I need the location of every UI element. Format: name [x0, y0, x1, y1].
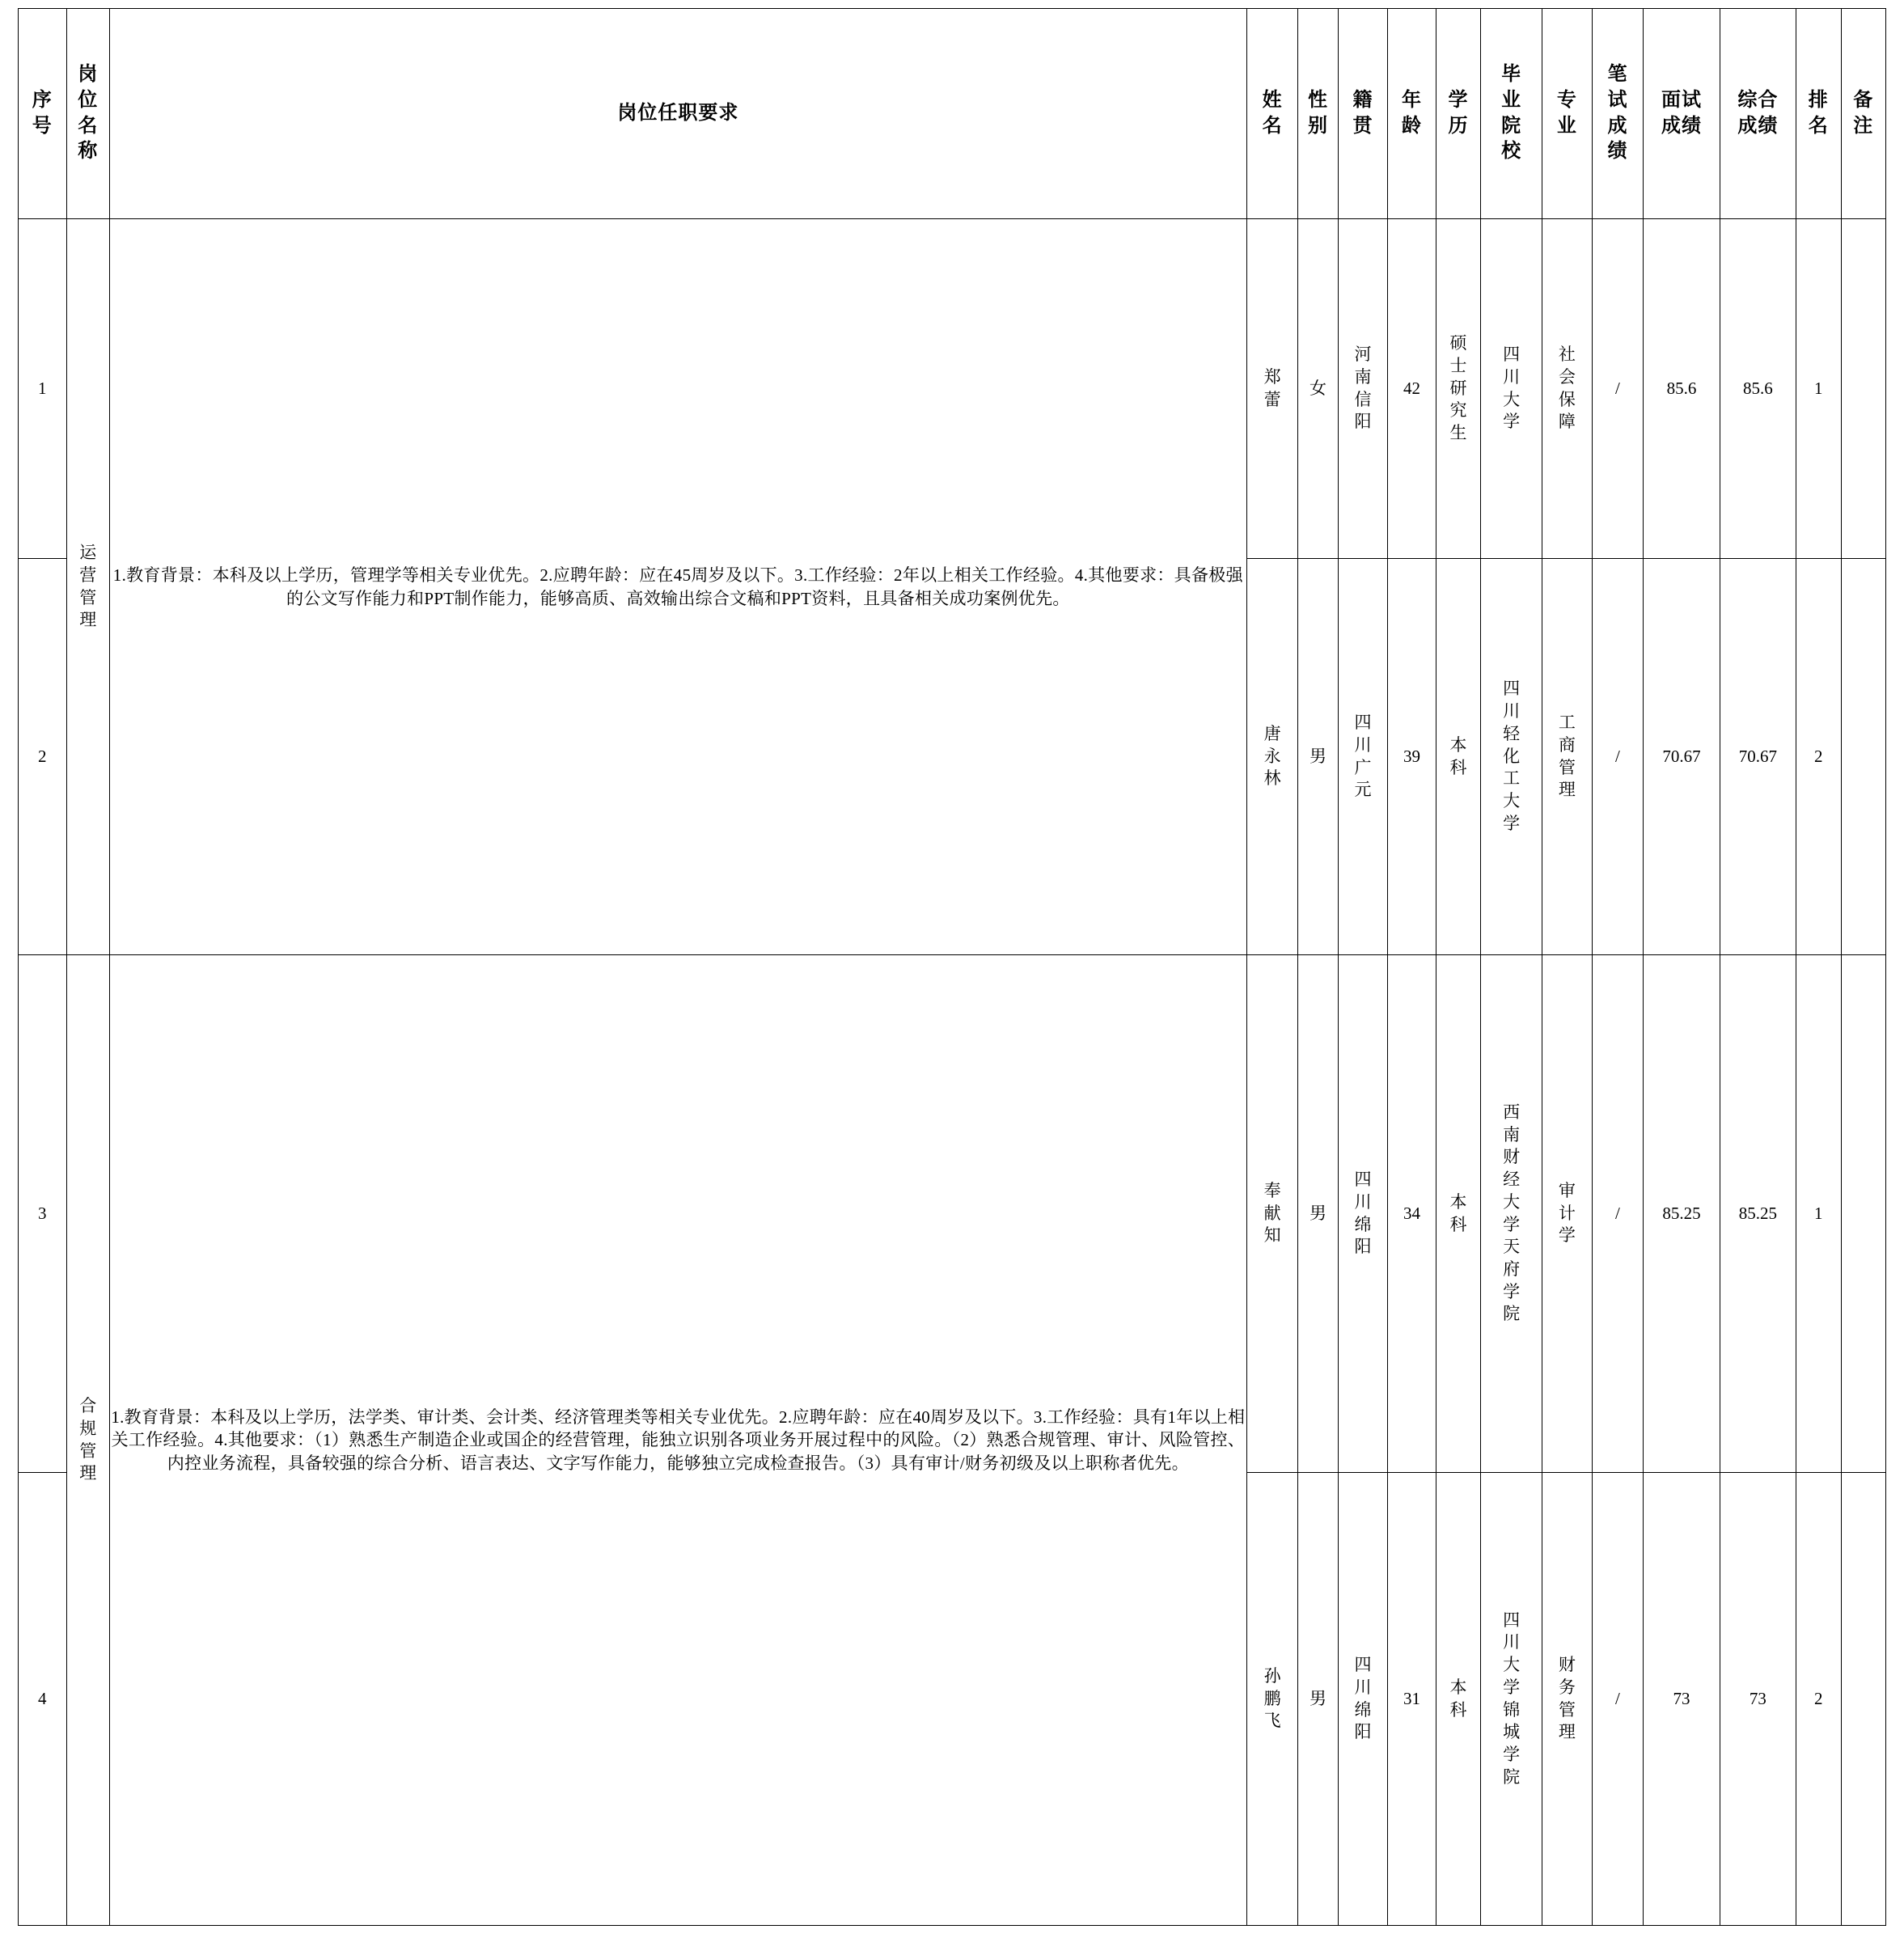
cell-written-score: /	[1592, 955, 1644, 1473]
header-written-score: 笔试成绩	[1592, 9, 1644, 219]
cell-gender: 男	[1298, 559, 1338, 955]
cell-age: 31	[1388, 1473, 1436, 1926]
cell-interview-score: 70.67	[1644, 559, 1720, 955]
cell-rank: 1	[1796, 955, 1841, 1473]
cell-total-score: 73	[1720, 1473, 1796, 1926]
cell-school: 四川大学锦城学院	[1481, 1473, 1542, 1926]
cell-education: 本科	[1436, 1473, 1480, 1926]
cell-total-score: 85.25	[1720, 955, 1796, 1473]
cell-major: 工商管理	[1542, 559, 1593, 955]
cell-post-name: 运营管理	[66, 219, 109, 955]
cell-rank: 2	[1796, 1473, 1841, 1926]
cell-total-score: 85.6	[1720, 219, 1796, 559]
cell-post-name: 合规管理	[66, 955, 109, 1926]
cell-written-score: /	[1592, 1473, 1644, 1926]
cell-major: 社会保障	[1542, 219, 1593, 559]
cell-gender: 男	[1298, 1473, 1338, 1926]
cell-requirements: 1.教育背景：本科及以上学历，管理学等相关专业优先。2.应聘年龄：应在45周岁及以下。3.工作经验：2年以上相关工作经验。4.其他要求：具备极强的公文写作能力和PPT制作能力，能够高质、高效输出综合文稿和PPT资料，且具备相关成功案例优先。	[109, 219, 1246, 955]
cell-hometown: 四川广元	[1338, 559, 1388, 955]
cell-interview-score: 85.25	[1644, 955, 1720, 1473]
cell-name: 唐永林	[1246, 559, 1298, 955]
cell-name: 郑蕾	[1246, 219, 1298, 559]
cell-written-score: /	[1592, 219, 1644, 559]
cell-hometown: 河南信阳	[1338, 219, 1388, 559]
cell-age: 34	[1388, 955, 1436, 1473]
cell-education: 本科	[1436, 955, 1480, 1473]
cell-rank: 1	[1796, 219, 1841, 559]
cell-seq: 4	[19, 1473, 67, 1926]
cell-interview-score: 85.6	[1644, 219, 1720, 559]
cell-major: 财务管理	[1542, 1473, 1593, 1926]
cell-hometown: 四川绵阳	[1338, 955, 1388, 1473]
header-age: 年龄	[1388, 9, 1436, 219]
cell-gender: 男	[1298, 955, 1338, 1473]
cell-remark	[1841, 1473, 1886, 1926]
cell-school: 四川轻化工大学	[1481, 559, 1542, 955]
header-name: 姓名	[1246, 9, 1298, 219]
header-gender: 性别	[1298, 9, 1338, 219]
header-interview-score: 面试成绩	[1644, 9, 1720, 219]
cell-interview-score: 73	[1644, 1473, 1720, 1926]
cell-school: 西南财经大学天府学院	[1481, 955, 1542, 1473]
recruitment-results-table	[18, 8, 1886, 1926]
cell-hometown: 四川绵阳	[1338, 1473, 1388, 1926]
cell-age: 39	[1388, 559, 1436, 955]
cell-name: 奉献知	[1246, 955, 1298, 1473]
table-row	[19, 955, 1886, 1473]
cell-name: 孙鹏飞	[1246, 1473, 1298, 1926]
cell-seq: 1	[19, 219, 67, 559]
header-remark: 备注	[1841, 9, 1886, 219]
cell-rank: 2	[1796, 559, 1841, 955]
cell-requirements: 1.教育背景：本科及以上学历，法学类、审计类、会计类、经济管理类等相关专业优先。2.应聘年龄：应在40周岁及以下。3.工作经验：具有1年以上相关工作经验。4.其他要求：（1）熟悉生产制造企业或国企的经营管理，能独立识别各项业务开展过程中的风险。（2）熟悉合规管理、审计、风险管控、内控业务流程，具备较强的综合分析、语言表达、文字写作能力，能够独立完成检查报告。（3）具有审计/财务初级及以上职称者优先。	[109, 955, 1246, 1926]
cell-remark	[1841, 219, 1886, 559]
header-seq: 序号	[19, 9, 67, 219]
cell-written-score: /	[1592, 559, 1644, 955]
table-row	[19, 219, 1886, 559]
header-rank: 排名	[1796, 9, 1841, 219]
header-education: 学历	[1436, 9, 1480, 219]
cell-gender: 女	[1298, 219, 1338, 559]
cell-total-score: 70.67	[1720, 559, 1796, 955]
header-major: 专业	[1542, 9, 1593, 219]
cell-education: 硕士研究生	[1436, 219, 1480, 559]
header-hometown: 籍贯	[1338, 9, 1388, 219]
cell-remark	[1841, 955, 1886, 1473]
cell-seq: 2	[19, 559, 67, 955]
header-total-score: 综合成绩	[1720, 9, 1796, 219]
cell-remark	[1841, 559, 1886, 955]
cell-age: 42	[1388, 219, 1436, 559]
cell-education: 本科	[1436, 559, 1480, 955]
table-header-row	[19, 9, 1886, 219]
header-post-name: 岗位名称	[66, 9, 109, 219]
cell-major: 审计学	[1542, 955, 1593, 1473]
cell-school: 四川大学	[1481, 219, 1542, 559]
header-requirements: 岗位任职要求	[109, 9, 1246, 219]
header-school: 毕业院校	[1481, 9, 1542, 219]
cell-seq: 3	[19, 955, 67, 1473]
